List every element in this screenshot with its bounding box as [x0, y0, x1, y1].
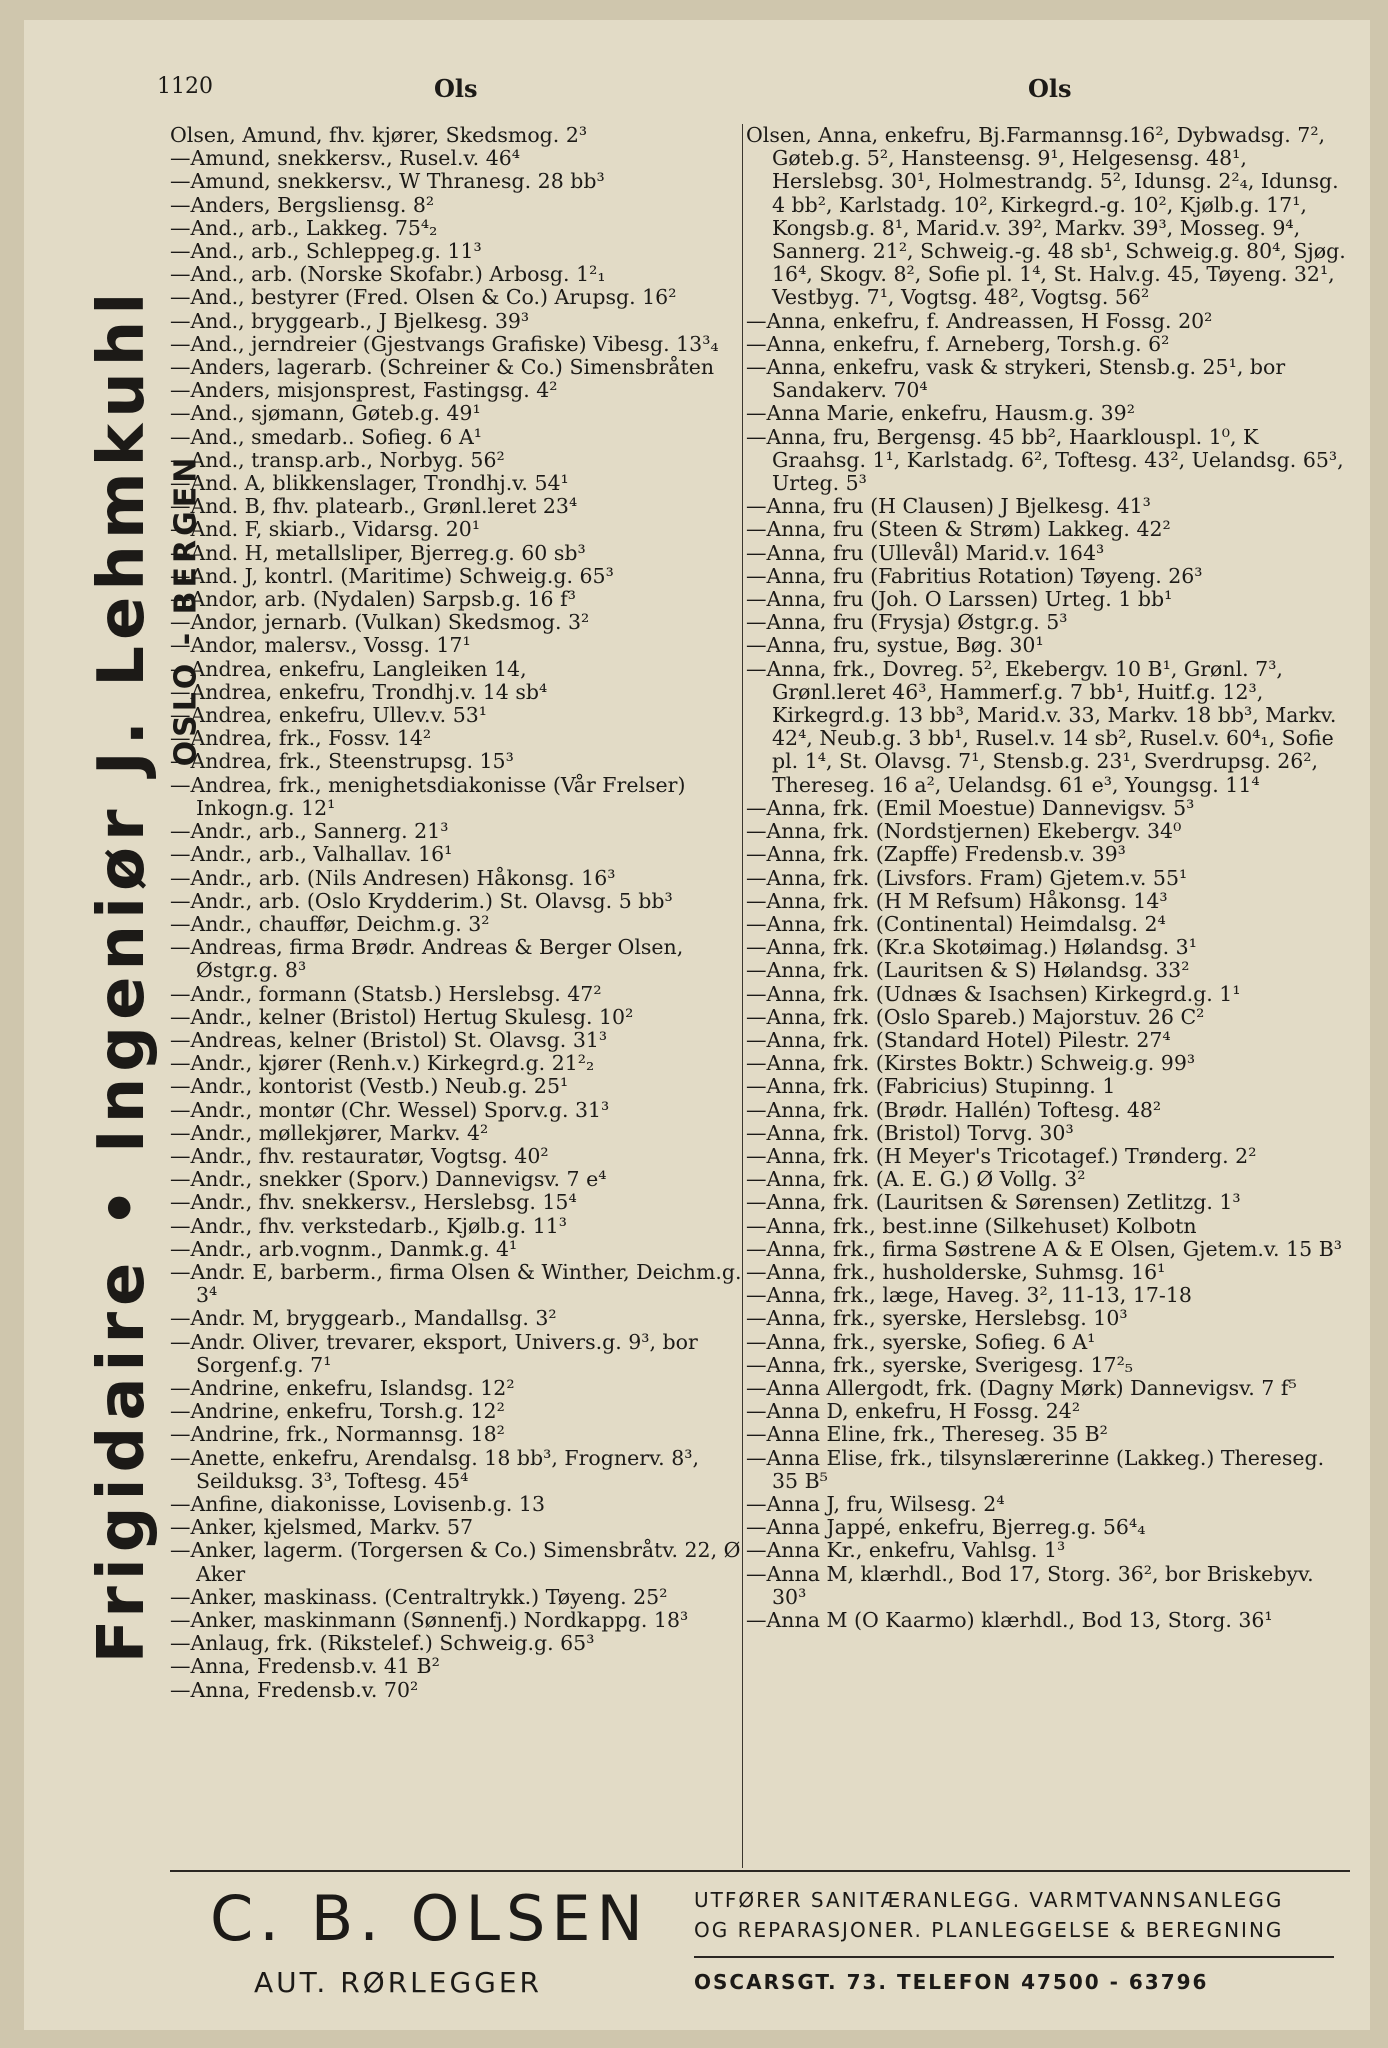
- directory-entry: —Anna, frk. (H M Refsum) Håkonsg. 14³: [746, 888, 1168, 913]
- directory-entry: —Anna, fru (H Clausen) J Bjelkesg. 41³: [746, 494, 1151, 519]
- column-divider: [742, 124, 743, 1868]
- directory-entry: —Anna, frk. (Kirstes Boktr.) Schweig.g. 99³: [746, 1051, 1196, 1076]
- directory-entry: —And., transp.arb., Norbyg. 56²: [170, 447, 505, 472]
- directory-entry: —Andrea, frk., menighetsdiakonisse (Vår Frelser) Inkogn.g. 12¹: [170, 772, 686, 820]
- directory-entry: —Anna D, enkefru, H Fossg. 24²: [746, 1399, 1081, 1424]
- directory-entry: —And., jerndreier (Gjestvangs Grafiske) Vibesg. 13³₄: [170, 331, 719, 356]
- directory-entry: —Anna Jappé, enkefru, Bjerreg.g. 56⁴₄: [746, 1515, 1146, 1540]
- directory-entry: —Andr., fhv. verkstedarb., Kjølb.g. 11³: [170, 1213, 568, 1238]
- directory-entry: —Anna, frk., syerske, Sverigesg. 17²₅: [746, 1352, 1134, 1377]
- left-column: [170, 124, 748, 1866]
- directory-entry: —And., arb., Lakkeg. 75⁴₂: [170, 215, 438, 240]
- directory-entry: —Andrine, enkefru, Torsh.g. 12²: [170, 1399, 505, 1424]
- directory-entry: —Amund, snekkersv., W Thranesg. 28 bb³: [170, 169, 605, 194]
- directory-entry: —Anna, frk. (Oslo Spareb.) Majorstuv. 26 C²: [746, 1004, 1205, 1029]
- directory-entry: —Andr., kjører (Renh.v.) Kirkegrd.g. 21²₂: [170, 1051, 595, 1076]
- directory-entry: —Andrine, enkefru, Islandsg. 12²: [170, 1375, 515, 1400]
- directory-entry: —Anna, frk. (Emil Moestue) Dannevigsv. 5³: [746, 795, 1195, 820]
- side-ad-main-text: Frigidaire • Ingeniør J. Lehmkuhl: [85, 286, 159, 1664]
- directory-entry: —Andrea, frk., Steenstrupsg. 15³: [170, 749, 514, 774]
- directory-entry: —And., bestyrer (Fred. Olsen & Co.) Arupsg. 16²: [170, 285, 677, 310]
- directory-entry: —And. B, fhv. platearb., Grønl.leret 23⁴: [170, 494, 578, 519]
- directory-entry: —Amund, snekkersv., Rusel.v. 46⁴: [170, 146, 521, 171]
- directory-entry: —Anna, frk., Dovreg. 5², Ekebergv. 10 B¹, Grønl. 7³, Grønl.leret 46³, Hammerf.g. 7 bb¹, Huitf.g. 12³, Kirkegrd.g. 13 bb³, Marid.v. 33, Markv. 18 bb³, Markv. 42⁴, Neub.g. 3 bb¹, Rusel.v. 14 sb², Rusel.v. 60⁴₁, Sofie pl. 1⁴, St. Olavsg. 7¹, Stensb.g. 23¹, Sverdrupsg. 26², Thereseg. 16 a², Uelandsg. 61 e³, Youngsg. 11⁴: [746, 656, 1337, 797]
- directory-entry: —Anna, fru (Fabritius Rotation) Tøyeng. 26³: [746, 563, 1203, 588]
- directory-entry: —Anna, frk. (Livsfors. Fram) Gjetem.v. 55¹: [746, 865, 1188, 890]
- ad-company-name: C. B. OLSEN: [210, 1882, 649, 1955]
- directory-entry: Olsen, Amund, fhv. kjører, Skedsmog. 2³: [170, 124, 588, 147]
- ad-services-line-1: UTFØRER SANITÆRANLEGG. VARMTVANNSANLEGG: [694, 1888, 1284, 1912]
- directory-entry: —Anker, maskinass. (Centraltrykk.) Tøyeng. 25²: [170, 1584, 668, 1609]
- directory-entry: —Anna, frk. (Continental) Heimdalsg. 2⁴: [746, 911, 1166, 936]
- directory-entry: —And., arb. (Norske Skofabr.) Arbosg. 1²₁: [170, 262, 606, 287]
- directory-entry: —Anna, frk. (Brødr. Hallén) Toftesg. 48²: [746, 1097, 1162, 1122]
- directory-entry: —Anna, Fredensb.v. 70²: [170, 1677, 419, 1702]
- directory-entry: —Anker, kjelsmed, Markv. 57: [170, 1515, 474, 1540]
- directory-entry: —Anna, fru (Joh. O Larssen) Urteg. 1 bb¹: [746, 587, 1173, 612]
- directory-entry: —Anna Allergodt, frk. (Dagny Mørk) Dannevigsv. 7 f⁵: [746, 1375, 1297, 1400]
- directory-entry: —And. J, kontrl. (Maritime) Schweig.g. 65³: [170, 563, 614, 588]
- directory-entry: —Anna, fru (Ullevål) Marid.v. 164³: [746, 540, 1105, 565]
- directory-entry: —Andrea, frk., Fossv. 14²: [170, 726, 432, 751]
- directory-entry: —Anna, fru, Bergensg. 45 bb², Haarklouspl. 1⁰, K Graahsg. 1¹, Karlstadg. 6², Toftesg. 43², Uelandsg. 65³, Urteg. 5³: [746, 424, 1344, 496]
- directory-entry: —Anna, enkefru, f. Andreassen, H Fossg. 20²: [746, 308, 1213, 333]
- directory-entry: —Anders, lagerarb. (Schreiner & Co.) Simensbråten: [170, 355, 715, 380]
- directory-entry: —Anna, frk. (Nordstjernen) Ekebergv. 34⁰: [746, 819, 1182, 844]
- directory-entry: —Anna, frk. (Fabricius) Stupinng. 1: [746, 1074, 1116, 1099]
- directory-entry: —Andr., kelner (Bristol) Hertug Skulesg. 10²: [170, 1004, 634, 1029]
- bottom-advertisement: [170, 1870, 1350, 2012]
- ad-address-phone: OSCARSGT. 73. TELEFON 47500 - 63796: [694, 1970, 1209, 1994]
- ad-services-line-2: OG REPARASJONER. PLANLEGGELSE & BEREGNING: [694, 1918, 1284, 1942]
- directory-entry: —Anlaug, frk. (Rikstelef.) Schweig.g. 65³: [170, 1631, 595, 1656]
- directory-entry: —Anna, frk. (Lauritsen & Sørensen) Zetlitzg. 1³: [746, 1190, 1241, 1215]
- directory-entry: —Andr., fhv. snekkersv., Herslebsg. 15⁴: [170, 1190, 577, 1215]
- directory-entry: —Andr., snekker (Sporv.) Dannevigsv. 7 e⁴: [170, 1167, 607, 1192]
- page-header: [24, 64, 1370, 104]
- directory-entry: —Andr. Oliver, trevarer, eksport, Univers.g. 9³, bor Sorgenf.g. 7¹: [170, 1329, 698, 1377]
- directory-entry: —Anders, misjonsprest, Fastingsg. 4²: [170, 378, 558, 403]
- directory-entry: —Anker, maskinmann (Sønnenfj.) Nordkappg. 18³: [170, 1608, 689, 1632]
- directory-entry: —Anna Kr., enkefru, Vahlsg. 1³: [746, 1538, 1066, 1563]
- directory-entry: —Andor, jernarb. (Vulkan) Skedsmog. 3²: [170, 610, 590, 635]
- directory-entry: —Anna, frk., husholderske, Suhmsg. 16¹: [746, 1259, 1166, 1284]
- directory-entry: —And. A, blikkenslager, Trondhj.v. 54¹: [170, 471, 569, 496]
- directory-entry: —Andr., montør (Chr. Wessel) Sporv.g. 31³: [170, 1097, 610, 1122]
- directory-entry: —Andreas, kelner (Bristol) St. Olavsg. 31³: [170, 1027, 608, 1052]
- directory-entry: —Anna, frk. (Udnæs & Isachsen) Kirkegrd.g. 1¹: [746, 981, 1241, 1006]
- directory-entry: —Andr., arb. (Oslo Krydderim.) St. Olavsg. 5 bb³: [170, 888, 673, 913]
- directory-entry: —Anna, frk. (Standard Hotel) Pilestr. 27⁴: [746, 1027, 1171, 1052]
- directory-entry: —Andrea, enkefru, Trondhj.v. 14 sb⁴: [170, 679, 548, 704]
- directory-entry: —Andr., arb.vognm., Danmk.g. 4¹: [170, 1236, 518, 1261]
- directory-entry: —Andr., kontorist (Vestb.) Neub.g. 25¹: [170, 1074, 569, 1099]
- directory-entry: —Anna, frk. (Zapffe) Fredensb.v. 39³: [746, 842, 1126, 867]
- directory-entry: —Andor, malersv., Vossg. 17¹: [170, 633, 471, 658]
- ad-rule: [694, 1956, 1334, 1958]
- directory-entry: —Anna, frk. (Lauritsen & S) Hølandsg. 33²: [746, 958, 1190, 983]
- directory-entry: —Andrea, enkefru, Langleiken 14,: [170, 656, 527, 681]
- directory-entry: —Andr. M, bryggearb., Mandallsg. 3²: [170, 1306, 557, 1331]
- running-head-right: Ols: [1028, 74, 1072, 103]
- directory-entry: —Andrea, enkefru, Ullev.v. 53¹: [170, 703, 487, 728]
- directory-entry: —Anette, enkefru, Arendalsg. 18 bb³, Frognerv. 8³, Seilduksg. 3³, Toftesg. 45⁴: [170, 1445, 699, 1493]
- directory-entry: —Anna Marie, enkefru, Hausm.g. 39²: [746, 401, 1135, 426]
- directory-entry: —Andr., fhv. restauratør, Vogtsg. 40²: [170, 1143, 549, 1168]
- directory-entry: —Anna, frk. (A. E. G.) Ø Vollg. 3²: [746, 1167, 1086, 1192]
- directory-entry: —Andr., arb. (Nils Andresen) Håkonsg. 16³: [170, 865, 616, 890]
- directory-entry: —Anna J, fru, Wilsesg. 2⁴: [746, 1491, 1005, 1516]
- directory-entry: —Anna, frk. (Bristol) Torvg. 30³: [746, 1120, 1074, 1145]
- ad-trade: AUT. RØRLEGGER: [254, 1966, 543, 1999]
- directory-page: [24, 20, 1370, 2030]
- directory-entry: —Andr., arb., Sannerg. 21³: [170, 819, 449, 844]
- directory-entry: —Anfine, diakonisse, Lovisenb.g. 13: [170, 1491, 546, 1516]
- directory-entry: —Anna M, klærhdl., Bod 17, Storg. 36², bor Briskebyv. 30³: [746, 1561, 1314, 1609]
- right-column: [746, 124, 1346, 1866]
- directory-entry: —And. H, metallsliper, Bjerreg.g. 60 sb³: [170, 540, 586, 565]
- directory-entry: —Andr., arb., Valhallav. 16¹: [170, 842, 453, 867]
- directory-entry: —And., arb., Schleppeg.g. 11³: [170, 239, 482, 264]
- directory-entry: —Anna, fru, systue, Bøg. 30¹: [746, 633, 1044, 658]
- side-ad-sub-text: OSLO - BERGEN: [168, 453, 204, 767]
- directory-entry: —Anna, frk. (Kr.a Skotøimag.) Hølandsg. 3¹: [746, 935, 1197, 960]
- directory-entry: —And., smedarb.. Sofieg. 6 A¹: [170, 424, 483, 449]
- directory-entry: —Andr., chauffør, Deichm.g. 3²: [170, 911, 490, 936]
- directory-entry: —And., bryggearb., J Bjelkesg. 39³: [170, 308, 530, 333]
- directory-entry: —Anker, lagerm. (Torgersen & Co.) Simensbråtv. 22, Ø Aker: [170, 1538, 741, 1586]
- directory-entry: —Anna, enkefru, f. Arneberg, Torsh.g. 6²: [746, 331, 1170, 356]
- directory-entry: —Anna, fru (Steen & Strøm) Lakkeg. 42²: [746, 517, 1171, 542]
- directory-entry: —Anna, frk. (H Meyer's Tricotagef.) Trønderg. 2²: [746, 1143, 1257, 1168]
- directory-entry: —Anna, frk., læge, Haveg. 3², 11-13, 17-18: [746, 1283, 1192, 1308]
- directory-entry: —Andrine, frk., Normannsg. 18²: [170, 1422, 505, 1447]
- directory-entry: —Anna M (O Kaarmo) klærhdl., Bod 13, Storg. 36¹: [746, 1608, 1273, 1632]
- directory-entry: —Andr., møllekjører, Markv. 4²: [170, 1120, 489, 1145]
- directory-entry: —Andreas, firma Brødr. Andreas & Berger Olsen, Østgr.g. 8³: [170, 935, 684, 983]
- directory-entry: —Andor, arb. (Nydalen) Sarpsb.g. 16 f³: [170, 587, 576, 612]
- directory-entry: —Anna Elise, frk., tilsynslærerinne (Lakkeg.) Thereseg. 35 B⁵: [746, 1445, 1325, 1493]
- directory-entry: —Andr., formann (Statsb.) Herslebsg. 47²: [170, 981, 602, 1006]
- directory-entry: —Anna, frk., firma Søstrene A & E Olsen, Gjetem.v. 15 B³: [746, 1236, 1342, 1261]
- directory-entry: —Anna, enkefru, vask & strykeri, Stensb.g. 25¹, bor Sandakerv. 70⁴: [746, 355, 1286, 403]
- running-head-left: Ols: [434, 74, 478, 103]
- page-number: 1120: [157, 74, 213, 99]
- directory-entry: —Anna, frk., syerske, Herslebsg. 10³: [746, 1306, 1128, 1331]
- directory-entry: —Andr. E, barberm., firma Olsen & Winther, Deichm.g. 3⁴: [170, 1259, 742, 1308]
- directory-entry: —Anna, Fredensb.v. 41 B²: [170, 1654, 440, 1679]
- directory-entry: Olsen, Anna, enkefru, Bj.Farmannsg.16², Dybwadsg. 7², Gøteb.g. 5², Hansteensg. 9¹, Helgesensg. 48¹, Herslebsg. 30¹, Holmestrandg. 5², Idunsg. 2²₄, Idunsg. 4 bb², Karlstadg. 10², Kirkegrd.-g. 10², Kjølb.g. 17¹, Kongsb.g. 8¹, Marid.v. 39², Markv. 39³, Mosseg. 9⁴, Sannerg. 21², Schweig.-g. 48 sb¹, Schweig.g. 80⁴, Sjøg. 16⁴, Skogv. 8², Sofie pl. 1⁴, St. Halv.g. 45, Tøyeng. 32¹, Vestbyg. 7¹, Vogtsg. 48², Vogtsg. 56²: [746, 124, 1346, 310]
- directory-entry: —And., sjømann, Gøteb.g. 49¹: [170, 401, 481, 426]
- directory-entry: —Anna, frk., best.inne (Silkehuset) Kolbotn: [746, 1213, 1197, 1238]
- directory-entry: —Anna, fru (Frysja) Østgr.g. 5³: [746, 610, 1068, 635]
- directory-entry: —And. F, skiarb., Vidarsg. 20¹: [170, 517, 481, 542]
- directory-entry: —Anders, Bergsliensg. 8²: [170, 192, 435, 217]
- directory-entry: —Anna Eline, frk., Thereseg. 35 B²: [746, 1422, 1108, 1447]
- directory-entry: —Anna, frk., syerske, Sofieg. 6 A¹: [746, 1329, 1096, 1354]
